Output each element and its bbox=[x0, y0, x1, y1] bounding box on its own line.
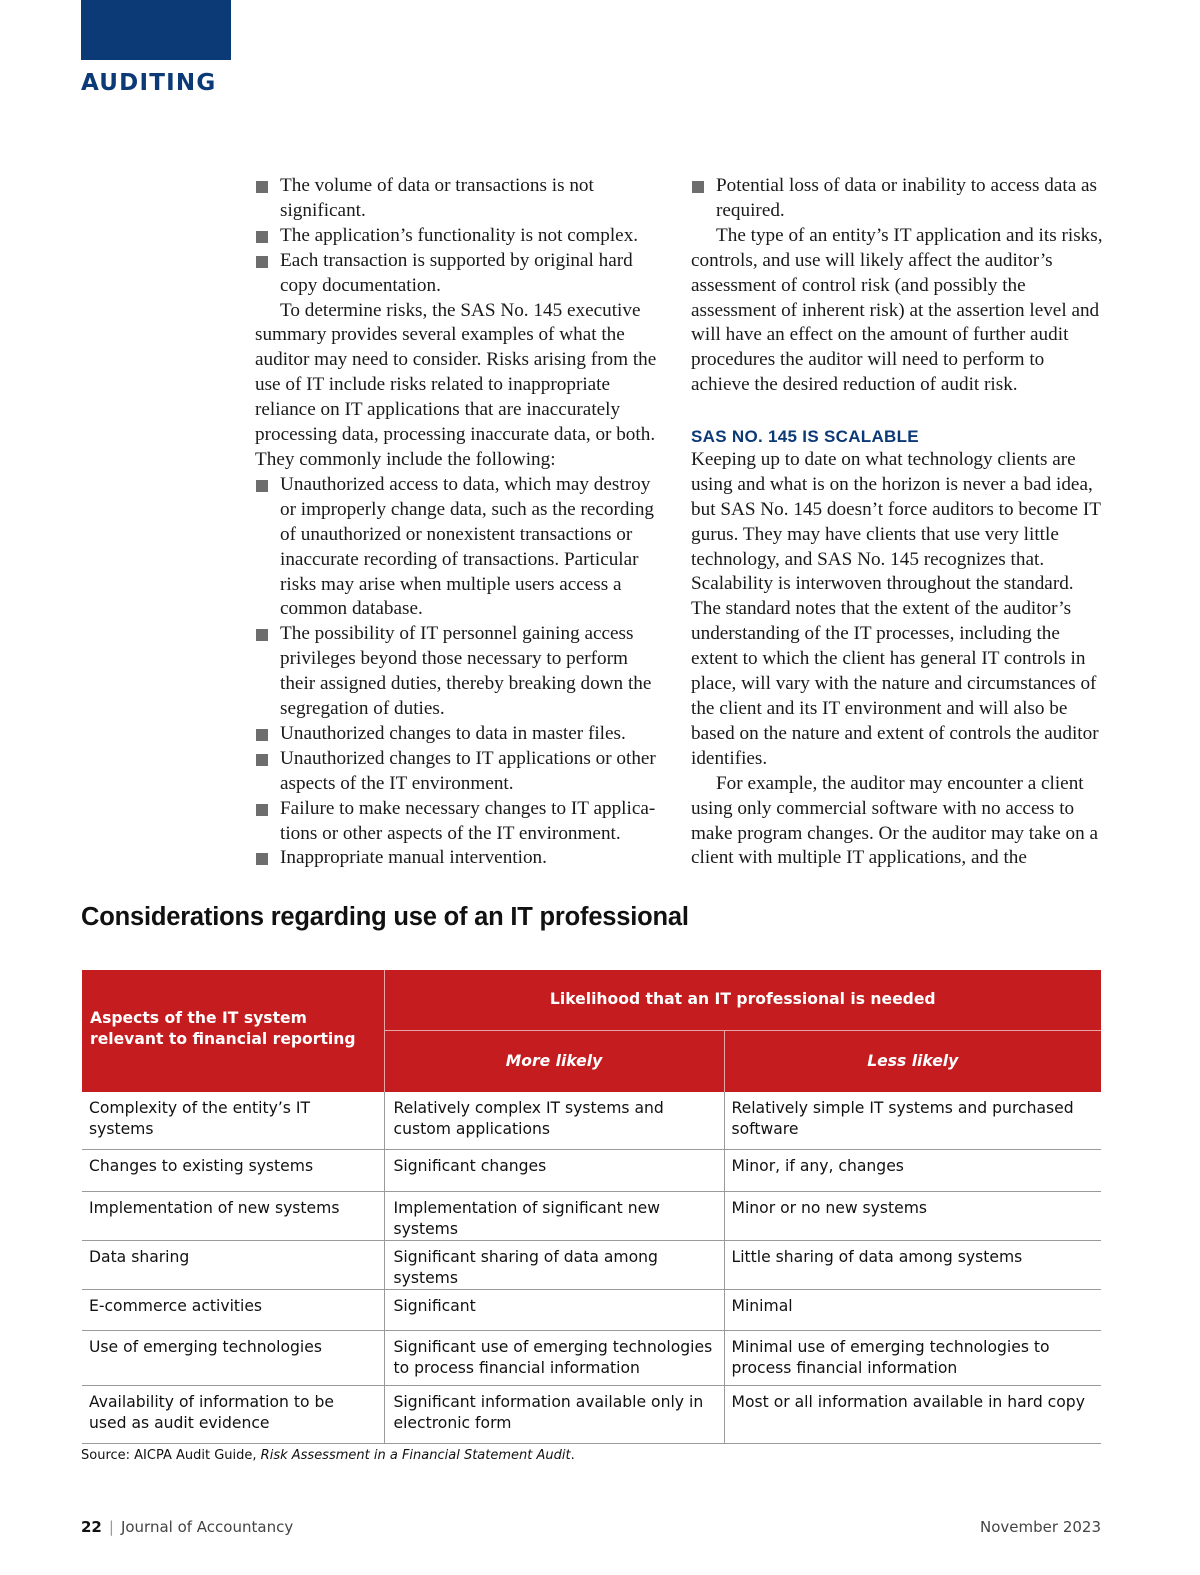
cell-less-likely: Most or all information available in hard copy bbox=[724, 1385, 1101, 1443]
list-item: The volume of data or transactions is not significant. bbox=[255, 174, 665, 224]
cell-less-likely: Minimal use of emerging technologies to process financial information bbox=[724, 1330, 1101, 1385]
source-note bbox=[81, 1448, 575, 1463]
table-row bbox=[82, 1330, 1101, 1385]
cell-aspect: E-commerce activities bbox=[82, 1289, 384, 1330]
footer-divider: | bbox=[108, 1518, 114, 1536]
cell-less-likely: Relatively simple IT systems and purchased software bbox=[724, 1092, 1101, 1149]
body-paragraph: The type of an entity’s IT application and its risks, controls, and use will likely affect the auditor’s assessment of control risk (and possibly the assessment of inherent risk) at the assertion level and will have an effect on the amount of further audit procedures the auditor will need to perform to achieve the desired reduction of audit risk. bbox=[691, 224, 1103, 396]
table-title: Considerations regarding use of an IT professional bbox=[81, 903, 689, 931]
page-number: 22 bbox=[81, 1518, 102, 1536]
issue-date: November 2023 bbox=[980, 1518, 1101, 1536]
list-item: Unauthorized changes to data in master files. bbox=[255, 722, 665, 747]
footer-left bbox=[81, 1518, 293, 1536]
list-item: Unauthorized access to data, which may destroy or improperly change data, such as the recording of unauthorized or nonexistent transactions or inaccurate recording of transactions. Particular risks may arise when multiple users access a common database. bbox=[255, 473, 665, 622]
table-row bbox=[82, 1289, 1101, 1330]
list-item: Potential loss of data or inability to access data as required. bbox=[691, 174, 1103, 224]
column-header-likelihood: Likelihood that an IT professional is needed bbox=[384, 970, 1101, 1030]
list-item: Each transaction is supported by original hard copy documentation. bbox=[255, 249, 665, 299]
cell-more-likely: Significant use of emerging technologies to process financial information bbox=[384, 1330, 724, 1385]
left-column bbox=[255, 174, 665, 871]
cell-more-likely: Relatively complex IT systems and custom applications bbox=[384, 1092, 724, 1149]
bullet-list-risks bbox=[255, 473, 665, 872]
cell-aspect: Use of emerging technologies bbox=[82, 1330, 384, 1385]
cell-more-likely: Significant sharing of data among systems bbox=[384, 1240, 724, 1289]
cell-more-likely: Significant bbox=[384, 1289, 724, 1330]
column-header-aspects: Aspects of the IT system relevant to financial reporting bbox=[82, 970, 384, 1092]
cell-less-likely: Minor, if any, changes bbox=[724, 1149, 1101, 1191]
cell-aspect: Data sharing bbox=[82, 1240, 384, 1289]
list-item: Inappropriate manual intervention. bbox=[255, 846, 665, 871]
cell-more-likely: Significant changes bbox=[384, 1149, 724, 1191]
column-header-less-likely: Less likely bbox=[724, 1030, 1101, 1092]
cell-more-likely: Significant information available only in electronic form bbox=[384, 1385, 724, 1443]
body-paragraph: To determine risks, the SAS No. 145 executive summary provides several examples of what the auditor may need to consider. Risks arising from the use of IT include risks related to inappropriate reliance on IT applications that are inaccurately processing data, processing inaccurate data, or both. They commonly include the following: bbox=[255, 299, 657, 470]
table-row bbox=[82, 1240, 1101, 1289]
source-suffix: . bbox=[570, 1448, 575, 1463]
list-item: Unauthorized changes to IT applications or other aspects of the IT environment. bbox=[255, 747, 665, 797]
source-title: Risk Assessment in a Financial Statement Audit bbox=[260, 1448, 571, 1463]
source-prefix: Source: AICPA Audit Guide, bbox=[81, 1448, 261, 1463]
table-row bbox=[82, 1191, 1101, 1240]
table-row bbox=[82, 1149, 1101, 1191]
list-item: The possibility of IT personnel gaining access privileges beyond those necessary to perform their assigned duties, thereby breaking down the segregation of duties. bbox=[255, 622, 665, 722]
publication-name: Journal of Accountancy bbox=[120, 1518, 294, 1536]
subheading: SAS NO. 145 IS SCALABLE bbox=[691, 427, 919, 447]
list-item: The application’s functionality is not complex. bbox=[255, 224, 665, 249]
column-header-more-likely: More likely bbox=[384, 1030, 724, 1092]
cell-less-likely: Minor or no new systems bbox=[724, 1191, 1101, 1240]
body-paragraph: Keeping up to date on what technology clients are using and what is on the horizon is never a bad idea, but SAS No. 145 doesn’t force auditors to become IT gurus. They may have clients that use very little technology, and SAS No. 145 recognizes that. Scalability is interwoven throughout the standard. The standard notes that the extent of the auditor’s understanding of the IT processes, including the extent to which the client has general IT controls in place, will vary with the nature and circumstances of the client and its IT environment and will also be based on the nature and extent of controls the auditor identifies. bbox=[691, 448, 1101, 769]
considerations-table bbox=[82, 970, 1101, 1444]
list-item: Failure to make necessary changes to IT applications or other aspects of the IT environment. bbox=[255, 797, 665, 847]
cell-less-likely: Little sharing of data among systems bbox=[724, 1240, 1101, 1289]
cell-aspect: Complexity of the entity’s IT systems bbox=[82, 1092, 384, 1149]
section-label: AUDITING bbox=[81, 70, 217, 96]
table-row bbox=[82, 1092, 1101, 1149]
body-paragraph: For example, the auditor may encounter a client using only commercial software with no access to make program changes. Or the auditor may take on a client with multiple IT applications, and the bbox=[691, 772, 1099, 869]
header-color-bar bbox=[81, 0, 231, 60]
bullet-list-conditions bbox=[255, 174, 665, 299]
right-column bbox=[691, 174, 1103, 871]
table-row bbox=[82, 1385, 1101, 1443]
cell-aspect: Availability of information to be used as audit evidence bbox=[82, 1385, 384, 1443]
bullet-list-risks-continued bbox=[691, 174, 1103, 224]
cell-aspect: Implementation of new systems bbox=[82, 1191, 384, 1240]
cell-more-likely: Implementation of significant new systems bbox=[384, 1191, 724, 1240]
cell-aspect: Changes to existing systems bbox=[82, 1149, 384, 1191]
cell-less-likely: Minimal bbox=[724, 1289, 1101, 1330]
